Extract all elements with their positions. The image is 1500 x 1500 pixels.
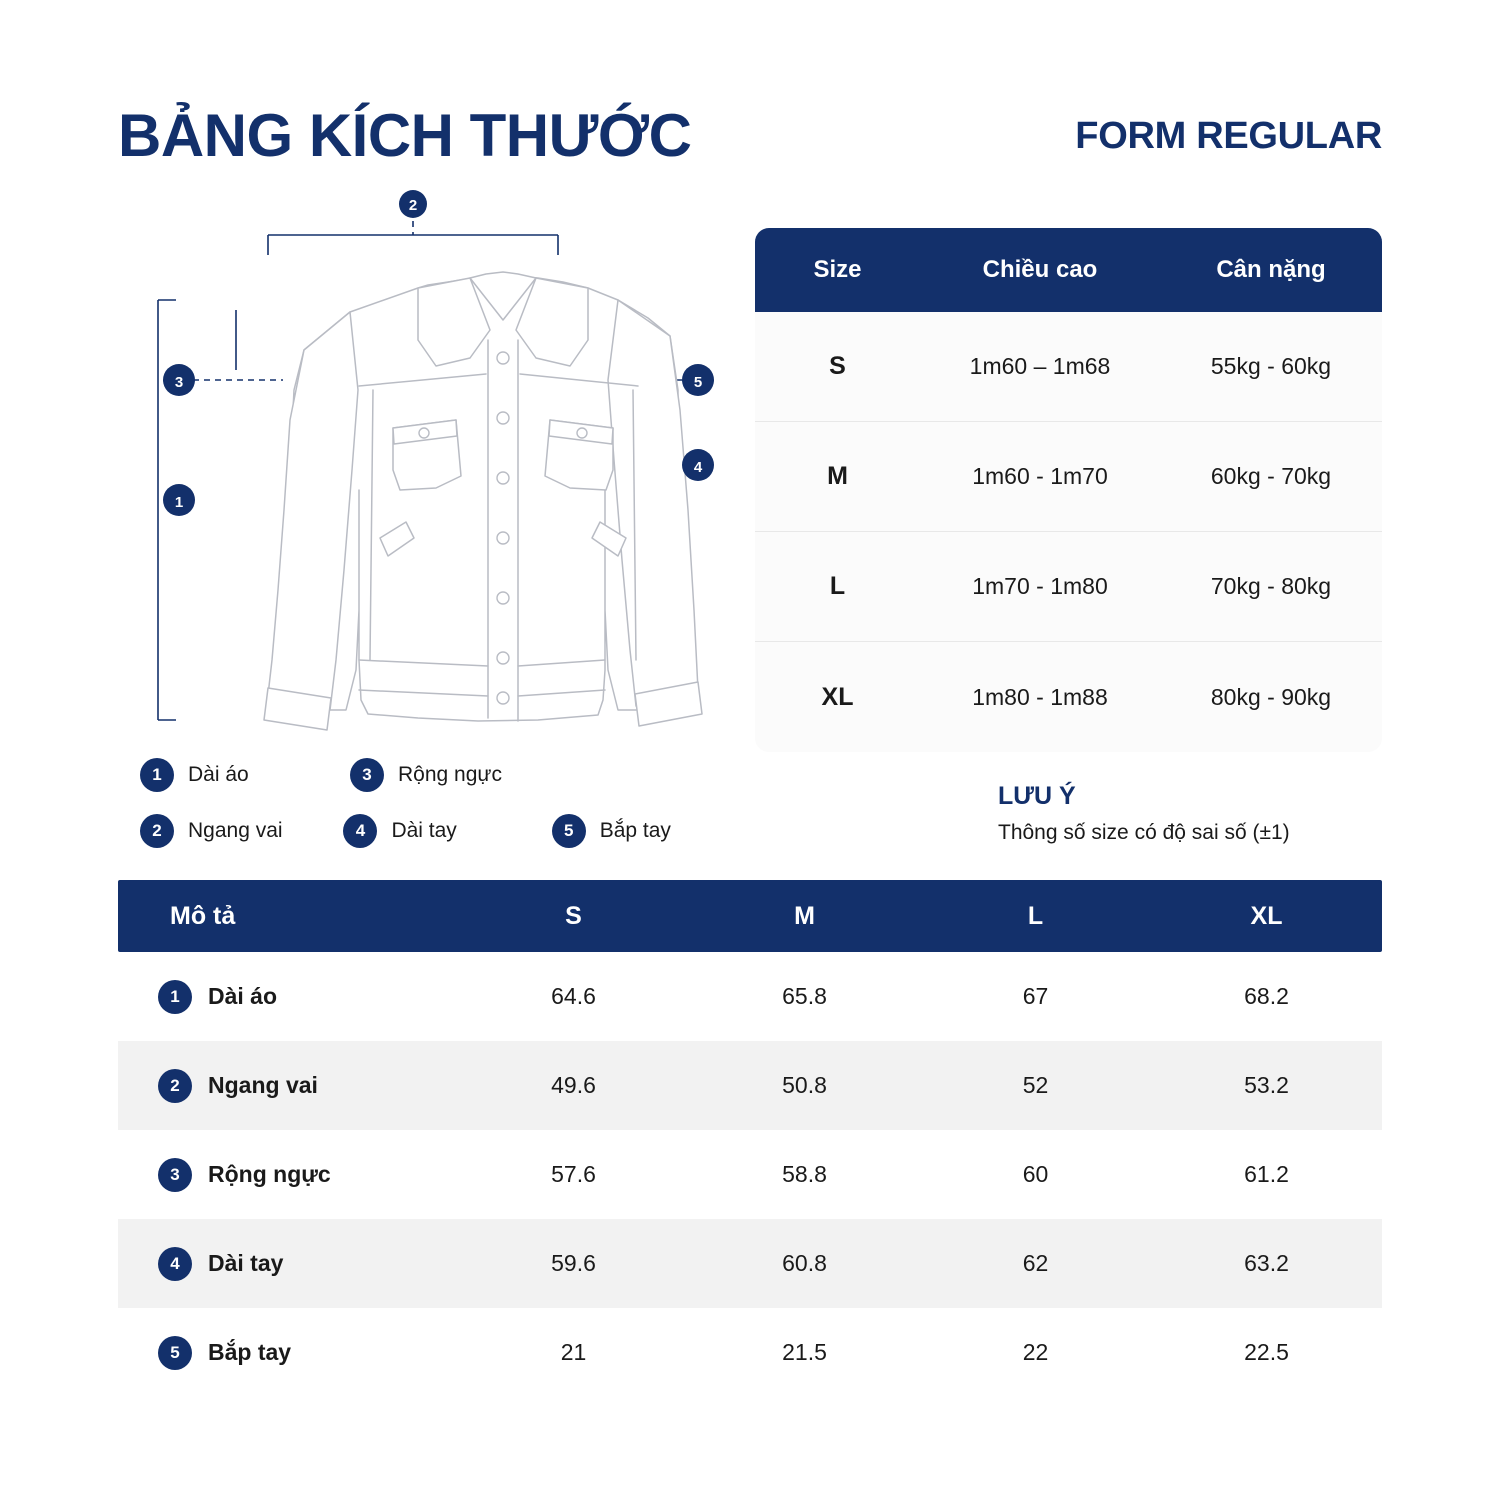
cell-xl: 61.2 <box>1244 1161 1289 1187</box>
svg-text:3: 3 <box>174 374 184 391</box>
badge-number: 2 <box>140 814 174 848</box>
badge-number: 4 <box>343 814 377 848</box>
page-title: BẢNG KÍCH THƯỚC <box>118 102 692 169</box>
badge-number: 3 <box>350 758 384 792</box>
row-label: Ngang vai <box>208 1072 318 1098</box>
legend <box>140 758 760 870</box>
badge-number: 5 <box>158 1336 192 1370</box>
cell-weight: 55kg - 60kg <box>1210 353 1332 379</box>
table-row <box>118 1041 1382 1130</box>
table-row <box>118 1219 1382 1308</box>
table-row <box>755 422 1382 532</box>
cell-weight: 80kg - 90kg <box>1210 683 1332 710</box>
note-text: Thông số size có độ sai số (±1) <box>998 821 1290 844</box>
cell-s: 49.6 <box>551 1072 596 1098</box>
column-header-s: S <box>565 901 582 930</box>
badge-number: 4 <box>158 1247 192 1281</box>
cell-l: 22 <box>1022 1339 1049 1365</box>
jacket-illustration <box>118 190 738 750</box>
row-description <box>118 1158 458 1192</box>
svg-text:1: 1 <box>174 494 184 511</box>
column-header-height: Chiều cao <box>982 256 1098 283</box>
cell-m: 21.5 <box>782 1339 827 1365</box>
svg-text:2: 2 <box>408 197 418 214</box>
legend-label: Bắp tay <box>599 819 671 842</box>
cell-weight: 60kg - 70kg <box>1210 463 1332 489</box>
cell-height: 1m80 - 1m88 <box>972 683 1108 710</box>
cell-l: 62 <box>1022 1250 1049 1276</box>
height-weight-table <box>755 228 1382 752</box>
table-header-row <box>118 880 1382 952</box>
row-description <box>118 1069 458 1103</box>
cell-s: 64.6 <box>551 983 596 1009</box>
form-label: FORM REGULAR <box>1075 115 1382 157</box>
column-header-m: M <box>794 901 815 930</box>
svg-text:4: 4 <box>693 459 703 476</box>
header <box>118 96 1382 176</box>
cell-xl: 68.2 <box>1244 983 1289 1009</box>
column-header-description: Mô tả <box>170 901 236 930</box>
cell-size: M <box>827 462 848 490</box>
cell-s: 57.6 <box>551 1161 596 1187</box>
table-row <box>118 952 1382 1041</box>
table-row <box>118 1308 1382 1397</box>
row-description <box>118 1247 458 1281</box>
column-header-l: L <box>1027 901 1044 930</box>
note-title: LƯU Ý <box>998 782 1076 810</box>
cell-height: 1m60 - 1m70 <box>972 463 1108 489</box>
table-header-row <box>755 228 1382 312</box>
measurement-table <box>118 880 1382 1397</box>
table-row <box>755 312 1382 422</box>
row-description <box>118 980 458 1014</box>
legend-item-2 <box>140 814 343 848</box>
legend-item-3 <box>350 758 565 792</box>
cell-weight: 70kg - 80kg <box>1210 573 1332 599</box>
legend-label: Ngang vai <box>188 819 283 842</box>
legend-row <box>140 814 760 848</box>
cell-m: 60.8 <box>782 1250 827 1276</box>
row-description <box>118 1336 458 1370</box>
legend-row <box>140 758 760 792</box>
cell-s: 59.6 <box>551 1250 596 1276</box>
cell-m: 65.8 <box>782 983 827 1009</box>
cell-xl: 22.5 <box>1244 1339 1289 1365</box>
legend-item-4 <box>343 814 551 848</box>
row-label: Dài áo <box>208 983 278 1009</box>
cell-l: 52 <box>1022 1072 1049 1098</box>
cell-m: 50.8 <box>782 1072 827 1098</box>
cell-m: 58.8 <box>782 1161 827 1187</box>
column-header-size: Size <box>813 256 862 283</box>
row-label: Bắp tay <box>208 1339 292 1365</box>
badge-number: 1 <box>158 980 192 1014</box>
badge-number: 3 <box>158 1158 192 1192</box>
badge-number: 1 <box>140 758 174 792</box>
legend-item-5 <box>552 814 760 848</box>
row-label: Dài tay <box>208 1250 284 1276</box>
svg-text:5: 5 <box>693 374 703 391</box>
table-row <box>755 642 1382 752</box>
cell-size: L <box>829 572 846 600</box>
note-block <box>998 782 1398 845</box>
cell-size: S <box>829 352 846 380</box>
legend-label: Dài áo <box>188 763 249 786</box>
table-row <box>755 532 1382 642</box>
cell-l: 60 <box>1022 1161 1049 1187</box>
badge-number: 2 <box>158 1069 192 1103</box>
legend-item-1 <box>140 758 350 792</box>
cell-xl: 63.2 <box>1244 1250 1289 1276</box>
legend-label: Dài tay <box>391 819 457 842</box>
badge-number: 5 <box>552 814 586 848</box>
cell-l: 67 <box>1022 983 1049 1009</box>
cell-s: 21 <box>560 1339 587 1365</box>
row-label: Rộng ngực <box>208 1161 331 1187</box>
cell-height: 1m60 – 1m68 <box>969 353 1111 379</box>
legend-label: Rộng ngực <box>398 763 502 786</box>
column-header-xl: XL <box>1250 901 1283 930</box>
table-row <box>118 1130 1382 1219</box>
column-header-weight: Cân nặng <box>1216 256 1326 283</box>
cell-xl: 53.2 <box>1244 1072 1289 1098</box>
cell-height: 1m70 - 1m80 <box>972 573 1108 599</box>
cell-size: XL <box>821 682 854 711</box>
